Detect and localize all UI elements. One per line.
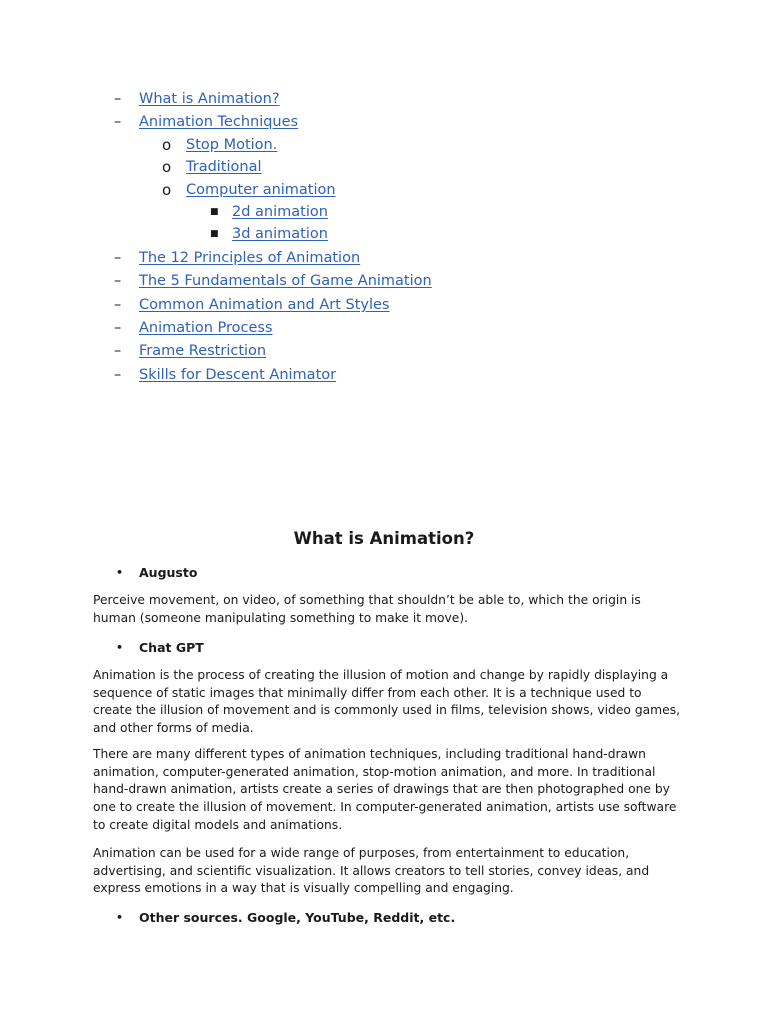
bullet-augusto xyxy=(0,563,768,583)
toc-link-12-principles[interactable]: The 12 Principles of Animation xyxy=(139,250,361,266)
paragraph-chatgpt-3: Animation can be used for a wide range of purposes, from entertainment to education, advertising, and scientific visualization. It allows creators to tell stories, convey ideas, and express emotions in a way that is visually compelling and engaging. xyxy=(93,846,650,896)
paragraph-chatgpt-2: There are many different types of animation techniques, including traditional hand-drawn animation, computer-generated animation, stop-motion animation, and more. In traditional hand-drawn animation, artists create a series of drawings that are then photographed one by one to create the illusion of movement. In computer-generated animation, artists use software to create digital models and animations. xyxy=(93,747,677,832)
toc-link-2d-animation[interactable]: 2d animation xyxy=(232,204,328,220)
bullet-other-sources xyxy=(0,908,768,928)
toc-circle-marker: o xyxy=(162,158,172,176)
bullet-icon: • xyxy=(116,911,124,924)
toc-dash-marker: – xyxy=(114,250,122,266)
toc-square-marker: ■ xyxy=(210,229,219,239)
bullet-label-chatgpt: Chat GPT xyxy=(139,640,204,655)
toc-dash-marker: – xyxy=(114,320,122,336)
toc-link-animation-techniques[interactable]: Animation Techniques xyxy=(139,114,299,130)
toc-dash-marker: – xyxy=(114,343,122,359)
toc-link-art-styles[interactable]: Common Animation and Art Styles xyxy=(139,297,390,313)
toc-link-what-is-animation[interactable]: What is Animation? xyxy=(139,91,280,107)
toc-dash-marker: – xyxy=(114,114,122,130)
paragraph-augusto: Perceive movement, on video, of something that shouldn’t be able to, which the origin is human (someone manipulating something to make it move). xyxy=(93,593,641,625)
toc-link-5-fundamentals[interactable]: The 5 Fundamentals of Game Animation xyxy=(139,273,432,289)
bullet-icon: • xyxy=(116,566,124,579)
paragraph-chatgpt-1: Animation is the process of creating the illusion of motion and change by rapidly displaying a sequence of static images that minimally differ from each other. It is a technique used to create the illusion of movement and is commonly used in films, television shows, video games, and other forms of media. xyxy=(93,668,681,736)
toc-circle-marker: o xyxy=(162,181,172,199)
toc-link-frame-restriction[interactable]: Frame Restriction xyxy=(139,343,267,359)
toc-square-marker: ■ xyxy=(210,207,219,217)
bullet-chatgpt xyxy=(0,638,768,658)
section-heading: What is Animation? xyxy=(293,529,475,548)
toc-link-animation-process[interactable]: Animation Process xyxy=(139,320,273,336)
bullet-label-other-sources: Other sources. Google, YouTube, Reddit, etc. xyxy=(139,910,456,925)
toc-dash-marker: – xyxy=(114,297,122,313)
toc-link-skills-animator[interactable]: Skills for Descent Animator xyxy=(139,367,337,383)
bullet-icon: • xyxy=(116,641,124,654)
toc-dash-marker: – xyxy=(114,367,122,383)
toc-circle-marker: o xyxy=(162,136,172,154)
toc-link-traditional[interactable]: Traditional xyxy=(186,159,262,175)
toc-link-computer-animation[interactable]: Computer animation xyxy=(186,182,336,198)
toc-dash-marker: – xyxy=(114,91,122,107)
bullet-label-augusto: Augusto xyxy=(139,565,198,580)
toc-link-3d-animation[interactable]: 3d animation xyxy=(232,226,328,242)
toc-link-stop-motion[interactable]: Stop Motion. xyxy=(186,137,278,153)
toc-dash-marker: – xyxy=(114,273,122,289)
